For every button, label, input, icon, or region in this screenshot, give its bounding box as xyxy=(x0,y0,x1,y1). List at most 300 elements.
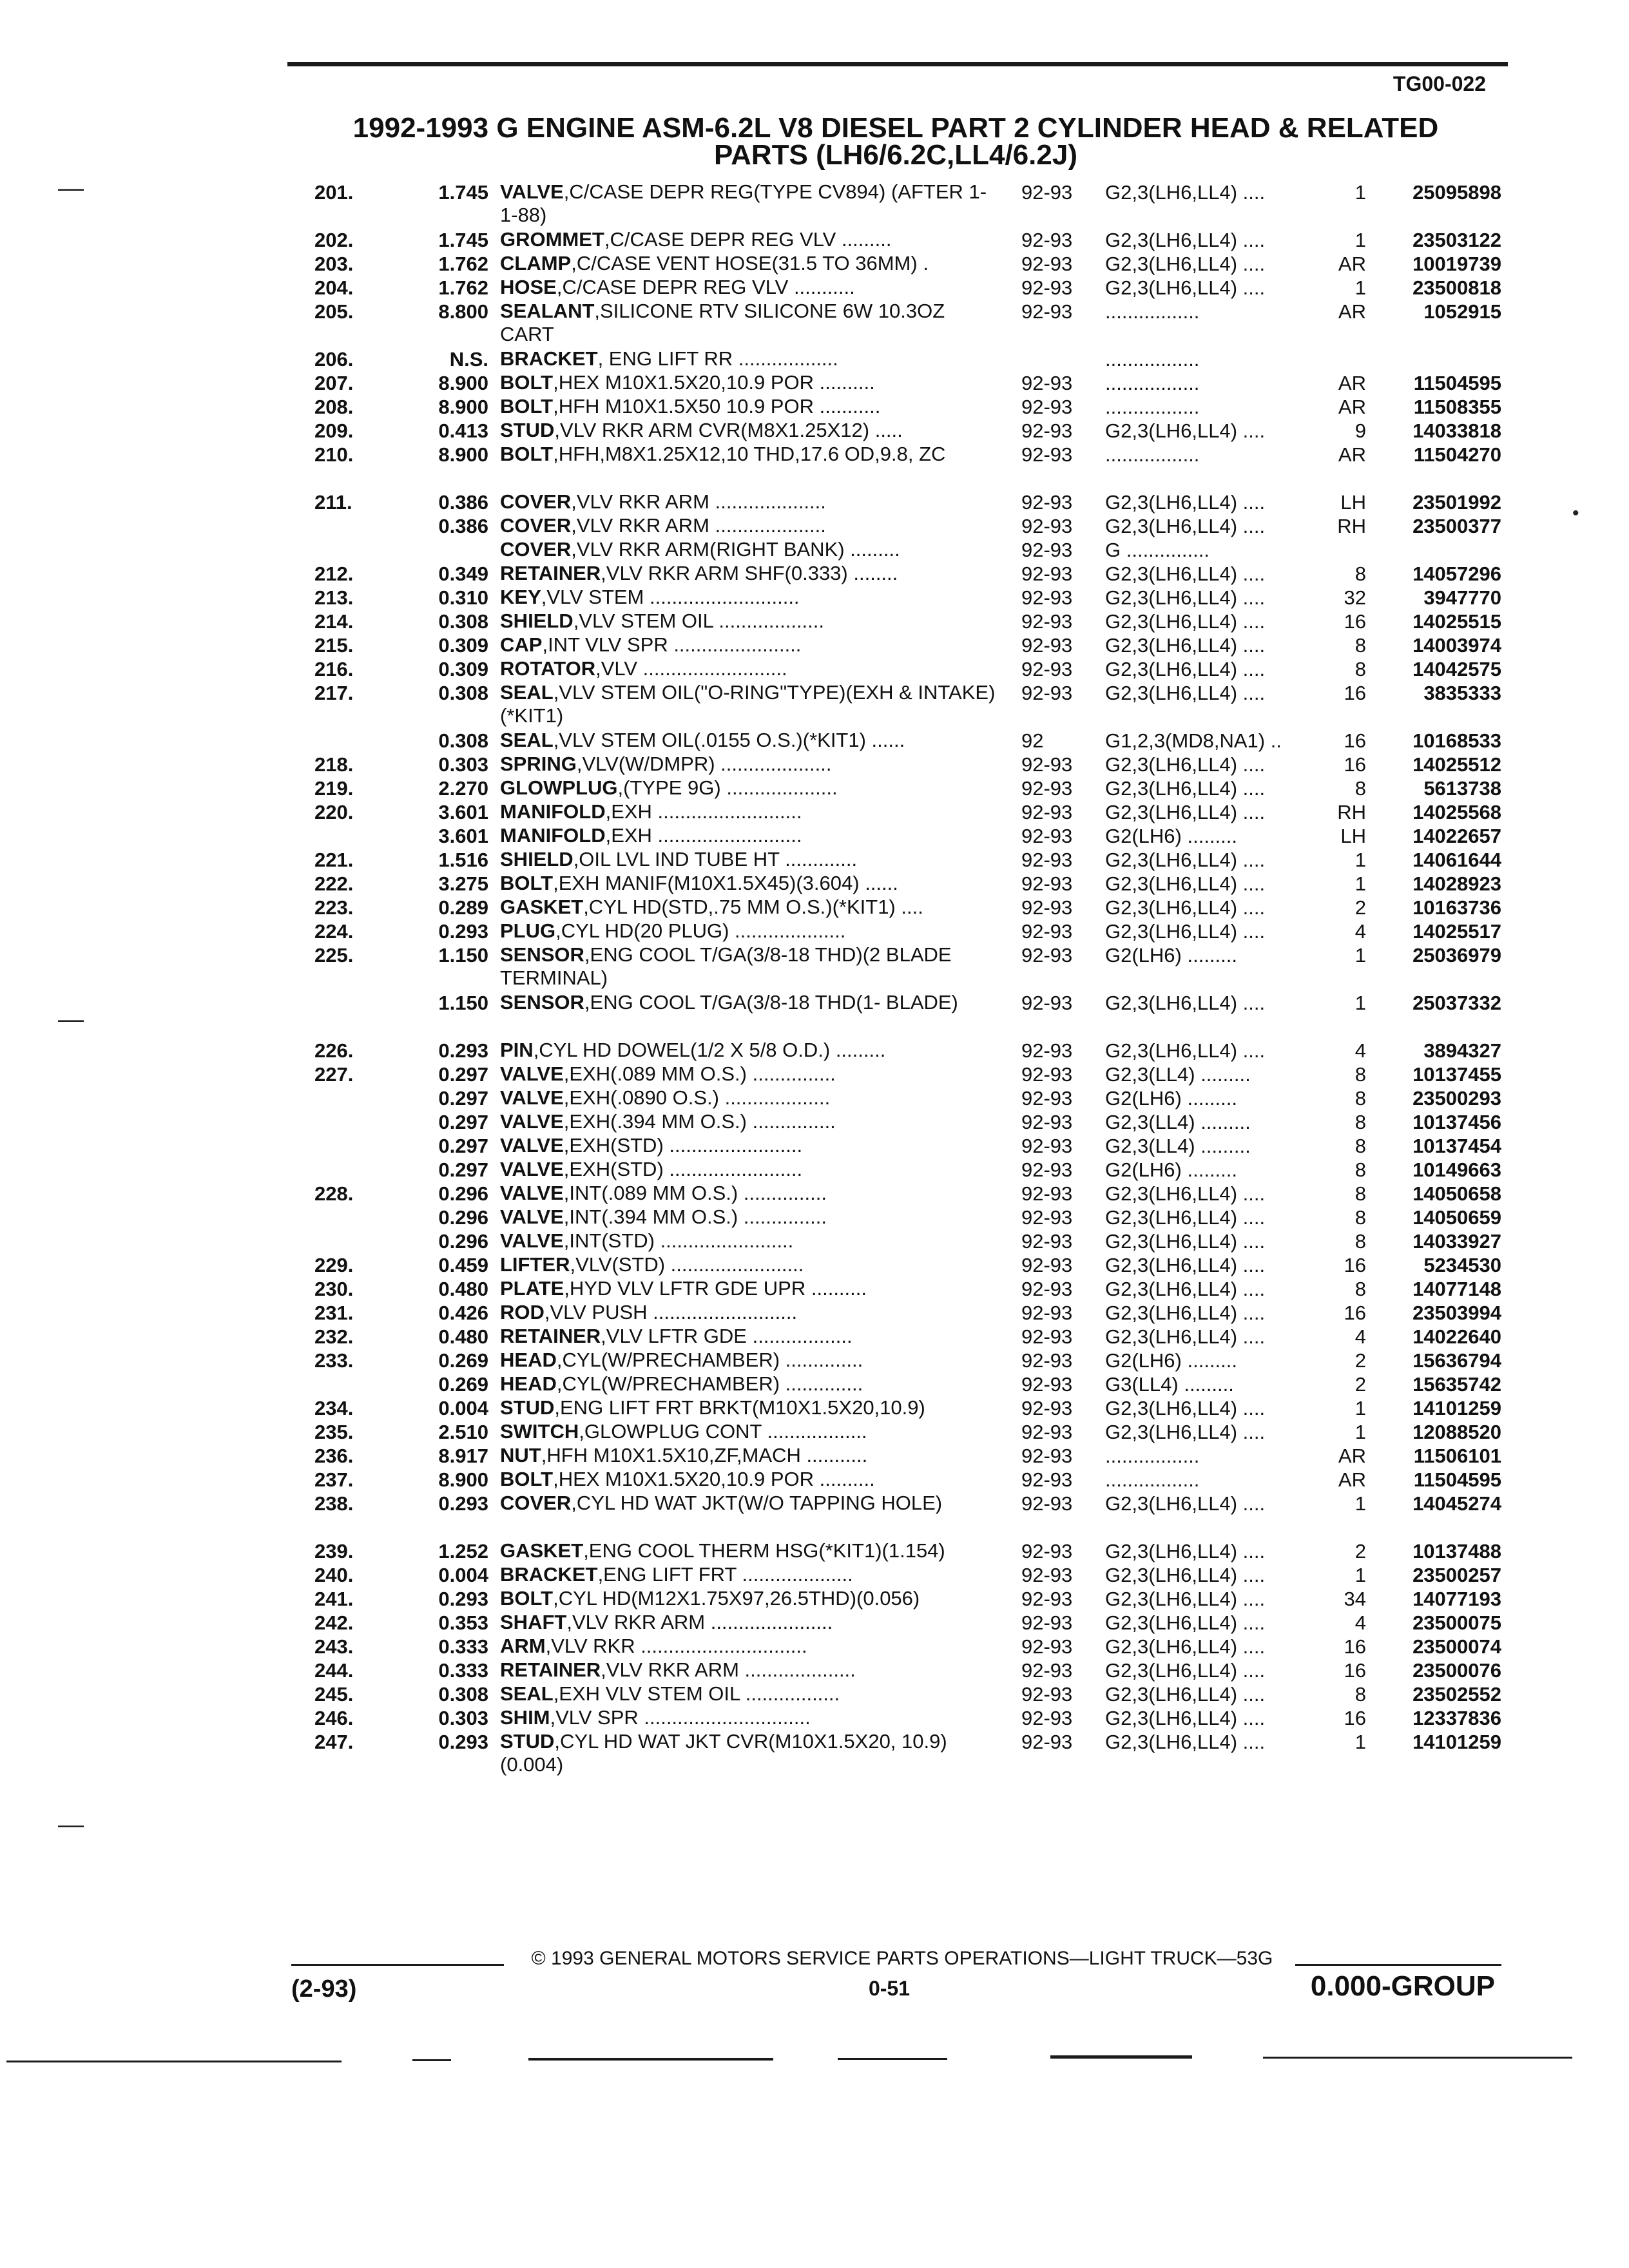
illustration-number: 0.386 xyxy=(438,491,488,514)
quantity: AR xyxy=(1338,396,1366,418)
list-item xyxy=(0,443,1629,490)
item-number: 224. xyxy=(314,920,354,943)
part-number: 23500818 xyxy=(1412,276,1501,299)
illustration-number: 0.297 xyxy=(438,1063,488,1086)
part-detail: ,GLOWPLUG CONT .................. xyxy=(579,1420,867,1443)
part-name: VALVE xyxy=(500,1110,564,1133)
part-number: 14050658 xyxy=(1412,1182,1501,1205)
list-item xyxy=(0,753,1629,776)
quantity: 4 xyxy=(1354,920,1366,943)
part-number: 3894327 xyxy=(1423,1039,1501,1062)
part-detail: ,VLV STEM OIL("O-RING"TYPE)(EXH & INTAKE)(*KIT1) xyxy=(500,681,996,727)
list-item xyxy=(0,1110,1629,1134)
item-number: 230. xyxy=(314,1278,354,1300)
quantity: 4 xyxy=(1354,1325,1366,1348)
footer-rule-right xyxy=(1295,1964,1501,1966)
part-name: BOLT xyxy=(500,395,554,418)
model-years: 92-93 xyxy=(1021,253,1073,275)
model-years: 92-93 xyxy=(1021,1135,1073,1157)
quantity: 1 xyxy=(1354,229,1366,251)
part-detail: ,VLV SPR .............................. xyxy=(550,1706,811,1729)
part-name: SHIM xyxy=(500,1706,550,1729)
part-detail: ,VLV PUSH .......................... xyxy=(544,1301,798,1323)
illustration-number: 0.269 xyxy=(438,1349,488,1372)
list-item xyxy=(0,538,1629,562)
illustration-number: 0.386 xyxy=(438,515,488,537)
item-number: 215. xyxy=(314,634,354,657)
quantity: 16 xyxy=(1344,1707,1366,1729)
illustration-number: 8.800 xyxy=(438,300,488,323)
list-item xyxy=(0,1253,1629,1277)
illustration-number: 1.745 xyxy=(438,181,488,204)
list-item xyxy=(0,1062,1629,1086)
item-number: 201. xyxy=(314,181,354,204)
item-number: 227. xyxy=(314,1063,354,1086)
list-item xyxy=(0,371,1629,395)
part-number: 14045274 xyxy=(1412,1492,1501,1515)
part-number: 11508355 xyxy=(1413,396,1501,418)
description xyxy=(500,1420,1003,1443)
part-number: 25036979 xyxy=(1412,944,1501,966)
model-years: 92-93 xyxy=(1021,1373,1073,1396)
list-item xyxy=(0,1730,1629,1778)
part-number: 10168533 xyxy=(1412,729,1501,752)
item-number: 218. xyxy=(314,753,354,776)
illustration-number: 0.297 xyxy=(438,1158,488,1181)
part-name: LIFTER xyxy=(500,1253,570,1276)
illustration-number: 0.309 xyxy=(438,634,488,657)
application: G2,3(LH6,LL4) .... xyxy=(1105,682,1266,704)
description xyxy=(500,419,1003,442)
quantity: 1 xyxy=(1354,1731,1366,1753)
application: G2,3(LH6,LL4) .... xyxy=(1105,1278,1266,1300)
part-detail: ,ENG LIFT FRT .................... xyxy=(597,1563,853,1586)
list-item xyxy=(0,1134,1629,1158)
description xyxy=(500,1039,1003,1062)
list-item xyxy=(0,872,1629,896)
illustration-number: 1.745 xyxy=(438,229,488,251)
application: ................. xyxy=(1105,396,1200,418)
description xyxy=(500,1730,1003,1776)
quantity: 2 xyxy=(1354,1373,1366,1396)
application: G2(LH6) ......... xyxy=(1105,944,1237,966)
item-number: 207. xyxy=(314,372,354,394)
list-item xyxy=(0,1325,1629,1349)
scan-edge-line xyxy=(1050,2055,1192,2059)
list-item xyxy=(0,419,1629,443)
list-item xyxy=(0,586,1629,610)
list-item xyxy=(0,1492,1629,1539)
part-number: 10137488 xyxy=(1412,1540,1501,1562)
model-years: 92-93 xyxy=(1021,777,1073,800)
list-item xyxy=(0,681,1629,729)
part-name: SEAL xyxy=(500,1682,554,1705)
part-number: 23502552 xyxy=(1412,1683,1501,1706)
part-detail: ,EXH VLV STEM OIL ................. xyxy=(553,1682,840,1705)
scan-edge-line xyxy=(528,2058,773,2061)
list-item xyxy=(0,991,1629,1039)
model-years: 92-93 xyxy=(1021,1182,1073,1205)
part-detail: ,CYL HD WAT JKT CVR(M10X1.5X20, 10.9)(0.004) xyxy=(500,1730,947,1776)
part-number: 14025517 xyxy=(1412,920,1501,943)
list-item xyxy=(0,252,1629,276)
model-years: 92-93 xyxy=(1021,1111,1073,1133)
part-name: HEAD xyxy=(500,1349,557,1371)
description xyxy=(500,824,1003,847)
illustration-number: 0.303 xyxy=(438,753,488,776)
model-years: 92-93 xyxy=(1021,1278,1073,1300)
part-detail: ,VLV STEM OIL ................... xyxy=(573,610,825,632)
illustration-number: 0.293 xyxy=(438,1492,488,1515)
description xyxy=(500,633,1003,657)
item-number: 247. xyxy=(314,1731,354,1753)
title-line-2: PARTS (LH6/6.2C,LL4/6.2J) xyxy=(714,139,1077,171)
part-name: RETAINER xyxy=(500,1658,601,1681)
part-number: 11504595 xyxy=(1413,1468,1501,1491)
list-item xyxy=(0,896,1629,919)
part-number: 10149663 xyxy=(1412,1158,1501,1181)
part-detail: ,VLV RKR ARM .................... xyxy=(601,1658,856,1681)
description xyxy=(500,919,1003,943)
model-years: 92-93 xyxy=(1021,1445,1073,1467)
application: G2,3(LH6,LL4) .... xyxy=(1105,896,1266,919)
part-detail: ,VLV RKR .............................. xyxy=(545,1635,807,1657)
model-years: 92-93 xyxy=(1021,1039,1073,1062)
part-name: BOLT xyxy=(500,1468,554,1490)
application: G2,3(LH6,LL4) .... xyxy=(1105,658,1266,680)
part-number: 23503994 xyxy=(1412,1302,1501,1324)
part-number: 25037332 xyxy=(1412,992,1501,1014)
description xyxy=(500,943,1003,990)
quantity: 8 xyxy=(1354,1063,1366,1086)
application: G2,3(LH6,LL4) .... xyxy=(1105,1564,1266,1586)
quantity: 1 xyxy=(1354,849,1366,871)
description xyxy=(500,800,1003,823)
part-detail: ,HYD VLV LFTR GDE UPR .......... xyxy=(564,1277,867,1300)
part-detail: ,CYL HD(20 PLUG) .................... xyxy=(555,919,846,942)
list-item xyxy=(0,919,1629,943)
quantity: 16 xyxy=(1344,682,1366,704)
description xyxy=(500,1396,1003,1419)
list-item xyxy=(0,1229,1629,1253)
item-number: 236. xyxy=(314,1445,354,1467)
description xyxy=(500,180,1003,227)
part-detail: ,VLV RKR ARM ...................... xyxy=(566,1611,833,1633)
application: G2(LH6) ......... xyxy=(1105,1349,1237,1372)
list-item xyxy=(0,1039,1629,1062)
item-number: 246. xyxy=(314,1707,354,1729)
part-name: VALVE xyxy=(500,1206,564,1228)
part-name: BOLT xyxy=(500,1587,554,1610)
part-detail: ,VLV(STD) ........................ xyxy=(570,1253,804,1276)
description xyxy=(500,848,1003,871)
list-item xyxy=(0,1301,1629,1325)
quantity: 8 xyxy=(1354,634,1366,657)
list-item xyxy=(0,610,1629,633)
application: G2(LH6) ......... xyxy=(1105,1158,1237,1181)
model-years: 92-93 xyxy=(1021,1230,1073,1253)
model-years: 92-93 xyxy=(1021,515,1073,537)
application: G2,3(LH6,LL4) .... xyxy=(1105,586,1266,609)
quantity: RH xyxy=(1337,515,1366,537)
illustration-number: 0.293 xyxy=(438,1039,488,1062)
part-number: 10137455 xyxy=(1412,1063,1501,1086)
part-name: GASKET xyxy=(500,1539,584,1562)
part-name: VALVE xyxy=(500,1134,564,1157)
illustration-number: 0.289 xyxy=(438,896,488,919)
part-number: 3947770 xyxy=(1423,586,1501,609)
part-name: PLUG xyxy=(500,919,556,942)
part-detail: ,INT VLV SPR ....................... xyxy=(542,633,802,656)
application: G2,3(LH6,LL4) .... xyxy=(1105,1731,1266,1753)
part-name: GROMMET xyxy=(500,228,604,251)
quantity: AR xyxy=(1338,1445,1366,1467)
description xyxy=(500,1635,1003,1658)
part-number: 10137456 xyxy=(1412,1111,1501,1133)
part-name: SEAL xyxy=(500,681,554,704)
illustration-number: 0.349 xyxy=(438,562,488,585)
illustration-number: N.S. xyxy=(449,348,488,370)
application: G1,2,3(MD8,NA1) .. xyxy=(1105,729,1282,752)
model-years: 92-93 xyxy=(1021,1707,1073,1729)
part-detail: ,HFH M10X1.5X10,ZF,MACH ........... xyxy=(541,1444,868,1466)
quantity: 8 xyxy=(1354,658,1366,680)
scan-edge-line xyxy=(1263,2057,1572,2059)
quantity: LH xyxy=(1340,825,1366,847)
revision-date: (2-93) xyxy=(291,1975,357,2003)
item-number: 240. xyxy=(314,1564,354,1586)
quantity: 16 xyxy=(1344,753,1366,776)
illustration-number: 1.150 xyxy=(438,992,488,1014)
illustration-number: 0.296 xyxy=(438,1182,488,1205)
part-number: 12088520 xyxy=(1412,1421,1501,1443)
list-item xyxy=(0,1396,1629,1420)
item-number: 203. xyxy=(314,253,354,275)
list-item xyxy=(0,824,1629,848)
description xyxy=(500,586,1003,609)
list-item xyxy=(0,514,1629,538)
quantity: 8 xyxy=(1354,1135,1366,1157)
quantity: 8 xyxy=(1354,562,1366,585)
list-item xyxy=(0,1182,1629,1206)
application: G2,3(LH6,LL4) .... xyxy=(1105,1707,1266,1729)
page-title xyxy=(284,112,1508,171)
part-name: SHIELD xyxy=(500,610,574,632)
model-years: 92-93 xyxy=(1021,372,1073,394)
description xyxy=(500,776,1003,800)
item-number: 228. xyxy=(314,1182,354,1205)
part-name: RETAINER xyxy=(500,562,601,584)
illustration-number: 0.297 xyxy=(438,1111,488,1133)
part-detail: ,CYL HD DOWEL(1/2 X 5/8 O.D.) ......... xyxy=(533,1039,886,1061)
model-years: 92-93 xyxy=(1021,1731,1073,1753)
list-item xyxy=(0,1658,1629,1682)
part-detail: ,EXH(STD) ........................ xyxy=(563,1134,803,1157)
part-detail: ,INT(.394 MM O.S.) ............... xyxy=(563,1206,827,1228)
description xyxy=(500,1468,1003,1491)
item-number: 214. xyxy=(314,610,354,633)
list-item xyxy=(0,1277,1629,1301)
quantity: AR xyxy=(1338,443,1366,466)
list-item xyxy=(0,228,1629,252)
description xyxy=(500,1682,1003,1706)
item-number: 245. xyxy=(314,1683,354,1706)
list-item xyxy=(0,395,1629,419)
part-name: SHIELD xyxy=(500,848,574,870)
item-number: 209. xyxy=(314,419,354,442)
part-detail: ,SILICONE RTV SILICONE 6W 10.3OZ CART xyxy=(500,300,945,345)
part-number: 23500257 xyxy=(1412,1564,1501,1586)
scan-edge-line xyxy=(412,2059,451,2061)
illustration-number: 0.459 xyxy=(438,1254,488,1276)
part-number: 14101259 xyxy=(1412,1731,1501,1753)
part-number: 23500076 xyxy=(1412,1659,1501,1682)
model-years: 92-93 xyxy=(1021,944,1073,966)
illustration-number: 0.353 xyxy=(438,1611,488,1634)
quantity: 34 xyxy=(1344,1588,1366,1610)
application: G2,3(LH6,LL4) .... xyxy=(1105,753,1266,776)
list-item xyxy=(0,729,1629,753)
list-item xyxy=(0,1158,1629,1182)
part-name: PIN xyxy=(500,1039,534,1061)
description xyxy=(500,252,1003,275)
item-number: 241. xyxy=(314,1588,354,1610)
part-name: VALVE xyxy=(500,1229,564,1252)
part-name: BOLT xyxy=(500,872,554,894)
item-number: 234. xyxy=(314,1397,354,1419)
list-item xyxy=(0,1635,1629,1658)
part-number: 5613738 xyxy=(1423,777,1501,800)
model-years: 92-93 xyxy=(1021,634,1073,657)
description xyxy=(500,1301,1003,1324)
list-item xyxy=(0,1420,1629,1444)
part-detail: ,ENG COOL THERM HSG(*KIT1)(1.154) xyxy=(583,1539,945,1562)
quantity: 8 xyxy=(1354,1182,1366,1205)
item-number: 205. xyxy=(314,300,354,323)
list-item xyxy=(0,1563,1629,1587)
application: ................. xyxy=(1105,348,1200,370)
description xyxy=(500,1110,1003,1133)
quantity: 4 xyxy=(1354,1039,1366,1062)
application: G2,3(LH6,LL4) .... xyxy=(1105,1540,1266,1562)
model-years: 92-93 xyxy=(1021,1611,1073,1634)
model-years: 92-93 xyxy=(1021,539,1073,561)
description xyxy=(500,991,1003,1014)
application: G2,3(LH6,LL4) .... xyxy=(1105,181,1266,204)
item-number: 225. xyxy=(314,944,354,966)
illustration-number: 0.480 xyxy=(438,1325,488,1348)
illustration-number: 8.917 xyxy=(438,1445,488,1467)
part-detail: ,INT(.089 MM O.S.) ............... xyxy=(563,1182,827,1204)
application: G2,3(LL4) ......... xyxy=(1105,1063,1251,1086)
part-detail: ,EXH(STD) ........................ xyxy=(563,1158,803,1180)
part-name: VALVE xyxy=(500,180,564,203)
application: G2,3(LH6,LL4) .... xyxy=(1105,1683,1266,1706)
item-number: 221. xyxy=(314,849,354,871)
application: G2,3(LH6,LL4) .... xyxy=(1105,253,1266,275)
list-item xyxy=(0,1206,1629,1229)
list-item xyxy=(0,490,1629,514)
part-number: 14077193 xyxy=(1412,1588,1501,1610)
model-years: 92-93 xyxy=(1021,1063,1073,1086)
quantity: 16 xyxy=(1344,729,1366,752)
list-item xyxy=(0,1372,1629,1396)
part-name: ROD xyxy=(500,1301,545,1323)
quantity: 2 xyxy=(1354,1540,1366,1562)
part-number: 11504270 xyxy=(1413,443,1501,466)
list-item xyxy=(0,1682,1629,1706)
description xyxy=(500,1206,1003,1229)
model-years: 92-93 xyxy=(1021,1087,1073,1110)
part-number: 23500293 xyxy=(1412,1087,1501,1110)
application: G2,3(LH6,LL4) .... xyxy=(1105,1397,1266,1419)
application: G2,3(LH6,LL4) .... xyxy=(1105,1492,1266,1515)
item-number: 202. xyxy=(314,229,354,251)
part-name: COVER xyxy=(500,490,572,513)
description xyxy=(500,1372,1003,1396)
part-name: PLATE xyxy=(500,1277,564,1300)
quantity: 8 xyxy=(1354,1158,1366,1181)
application: G2,3(LH6,LL4) .... xyxy=(1105,562,1266,585)
part-detail: ,VLV(W/DMPR) .................... xyxy=(576,753,832,775)
part-detail: ,VLV RKR ARM .................... xyxy=(571,490,826,513)
description xyxy=(500,1062,1003,1086)
model-years: 92-93 xyxy=(1021,610,1073,633)
model-years: 92-93 xyxy=(1021,801,1073,823)
model-years: 92-93 xyxy=(1021,1397,1073,1419)
description xyxy=(500,1277,1003,1300)
description xyxy=(500,276,1003,299)
quantity: AR xyxy=(1338,372,1366,394)
part-name: VALVE xyxy=(500,1158,564,1180)
part-detail: ,VLV RKR ARM .................... xyxy=(571,514,826,537)
part-detail: ,EXH(.0890 O.S.) ................... xyxy=(563,1086,831,1109)
part-name: RETAINER xyxy=(500,1325,601,1347)
illustration-number: 8.900 xyxy=(438,372,488,394)
footer-rule-left xyxy=(291,1964,504,1966)
illustration-number: 1.762 xyxy=(438,276,488,299)
illustration-number: 0.333 xyxy=(438,1659,488,1682)
model-years: 92-93 xyxy=(1021,1492,1073,1515)
description xyxy=(500,228,1003,251)
application: G2,3(LH6,LL4) .... xyxy=(1105,1611,1266,1634)
description xyxy=(500,1563,1003,1586)
part-name: VALVE xyxy=(500,1086,564,1109)
model-years: 92-93 xyxy=(1021,300,1073,323)
quantity: 1 xyxy=(1354,944,1366,966)
application: G2,3(LH6,LL4) .... xyxy=(1105,849,1266,871)
part-number: 14025512 xyxy=(1412,753,1501,776)
item-number: 232. xyxy=(314,1325,354,1348)
part-number: 23500377 xyxy=(1412,515,1501,537)
quantity: 8 xyxy=(1354,1206,1366,1229)
part-detail: ,(TYPE 9G) .................... xyxy=(617,776,838,799)
part-detail: ,C/CASE DEPR REG VLV ......... xyxy=(604,228,892,251)
part-number: 14077148 xyxy=(1412,1278,1501,1300)
illustration-number: 0.004 xyxy=(438,1564,488,1586)
part-name: SEALANT xyxy=(500,300,595,322)
part-detail: ,EXH MANIF(M10X1.5X45)(3.604) ...... xyxy=(553,872,898,894)
item-number: 238. xyxy=(314,1492,354,1515)
model-years: 92-93 xyxy=(1021,562,1073,585)
application: ................. xyxy=(1105,372,1200,394)
part-number: 14033818 xyxy=(1412,419,1501,442)
quantity: 1 xyxy=(1354,181,1366,204)
list-item xyxy=(0,1539,1629,1563)
part-number: 14022640 xyxy=(1412,1325,1501,1348)
model-years: 92-93 xyxy=(1021,586,1073,609)
model-years: 92-93 xyxy=(1021,1540,1073,1562)
